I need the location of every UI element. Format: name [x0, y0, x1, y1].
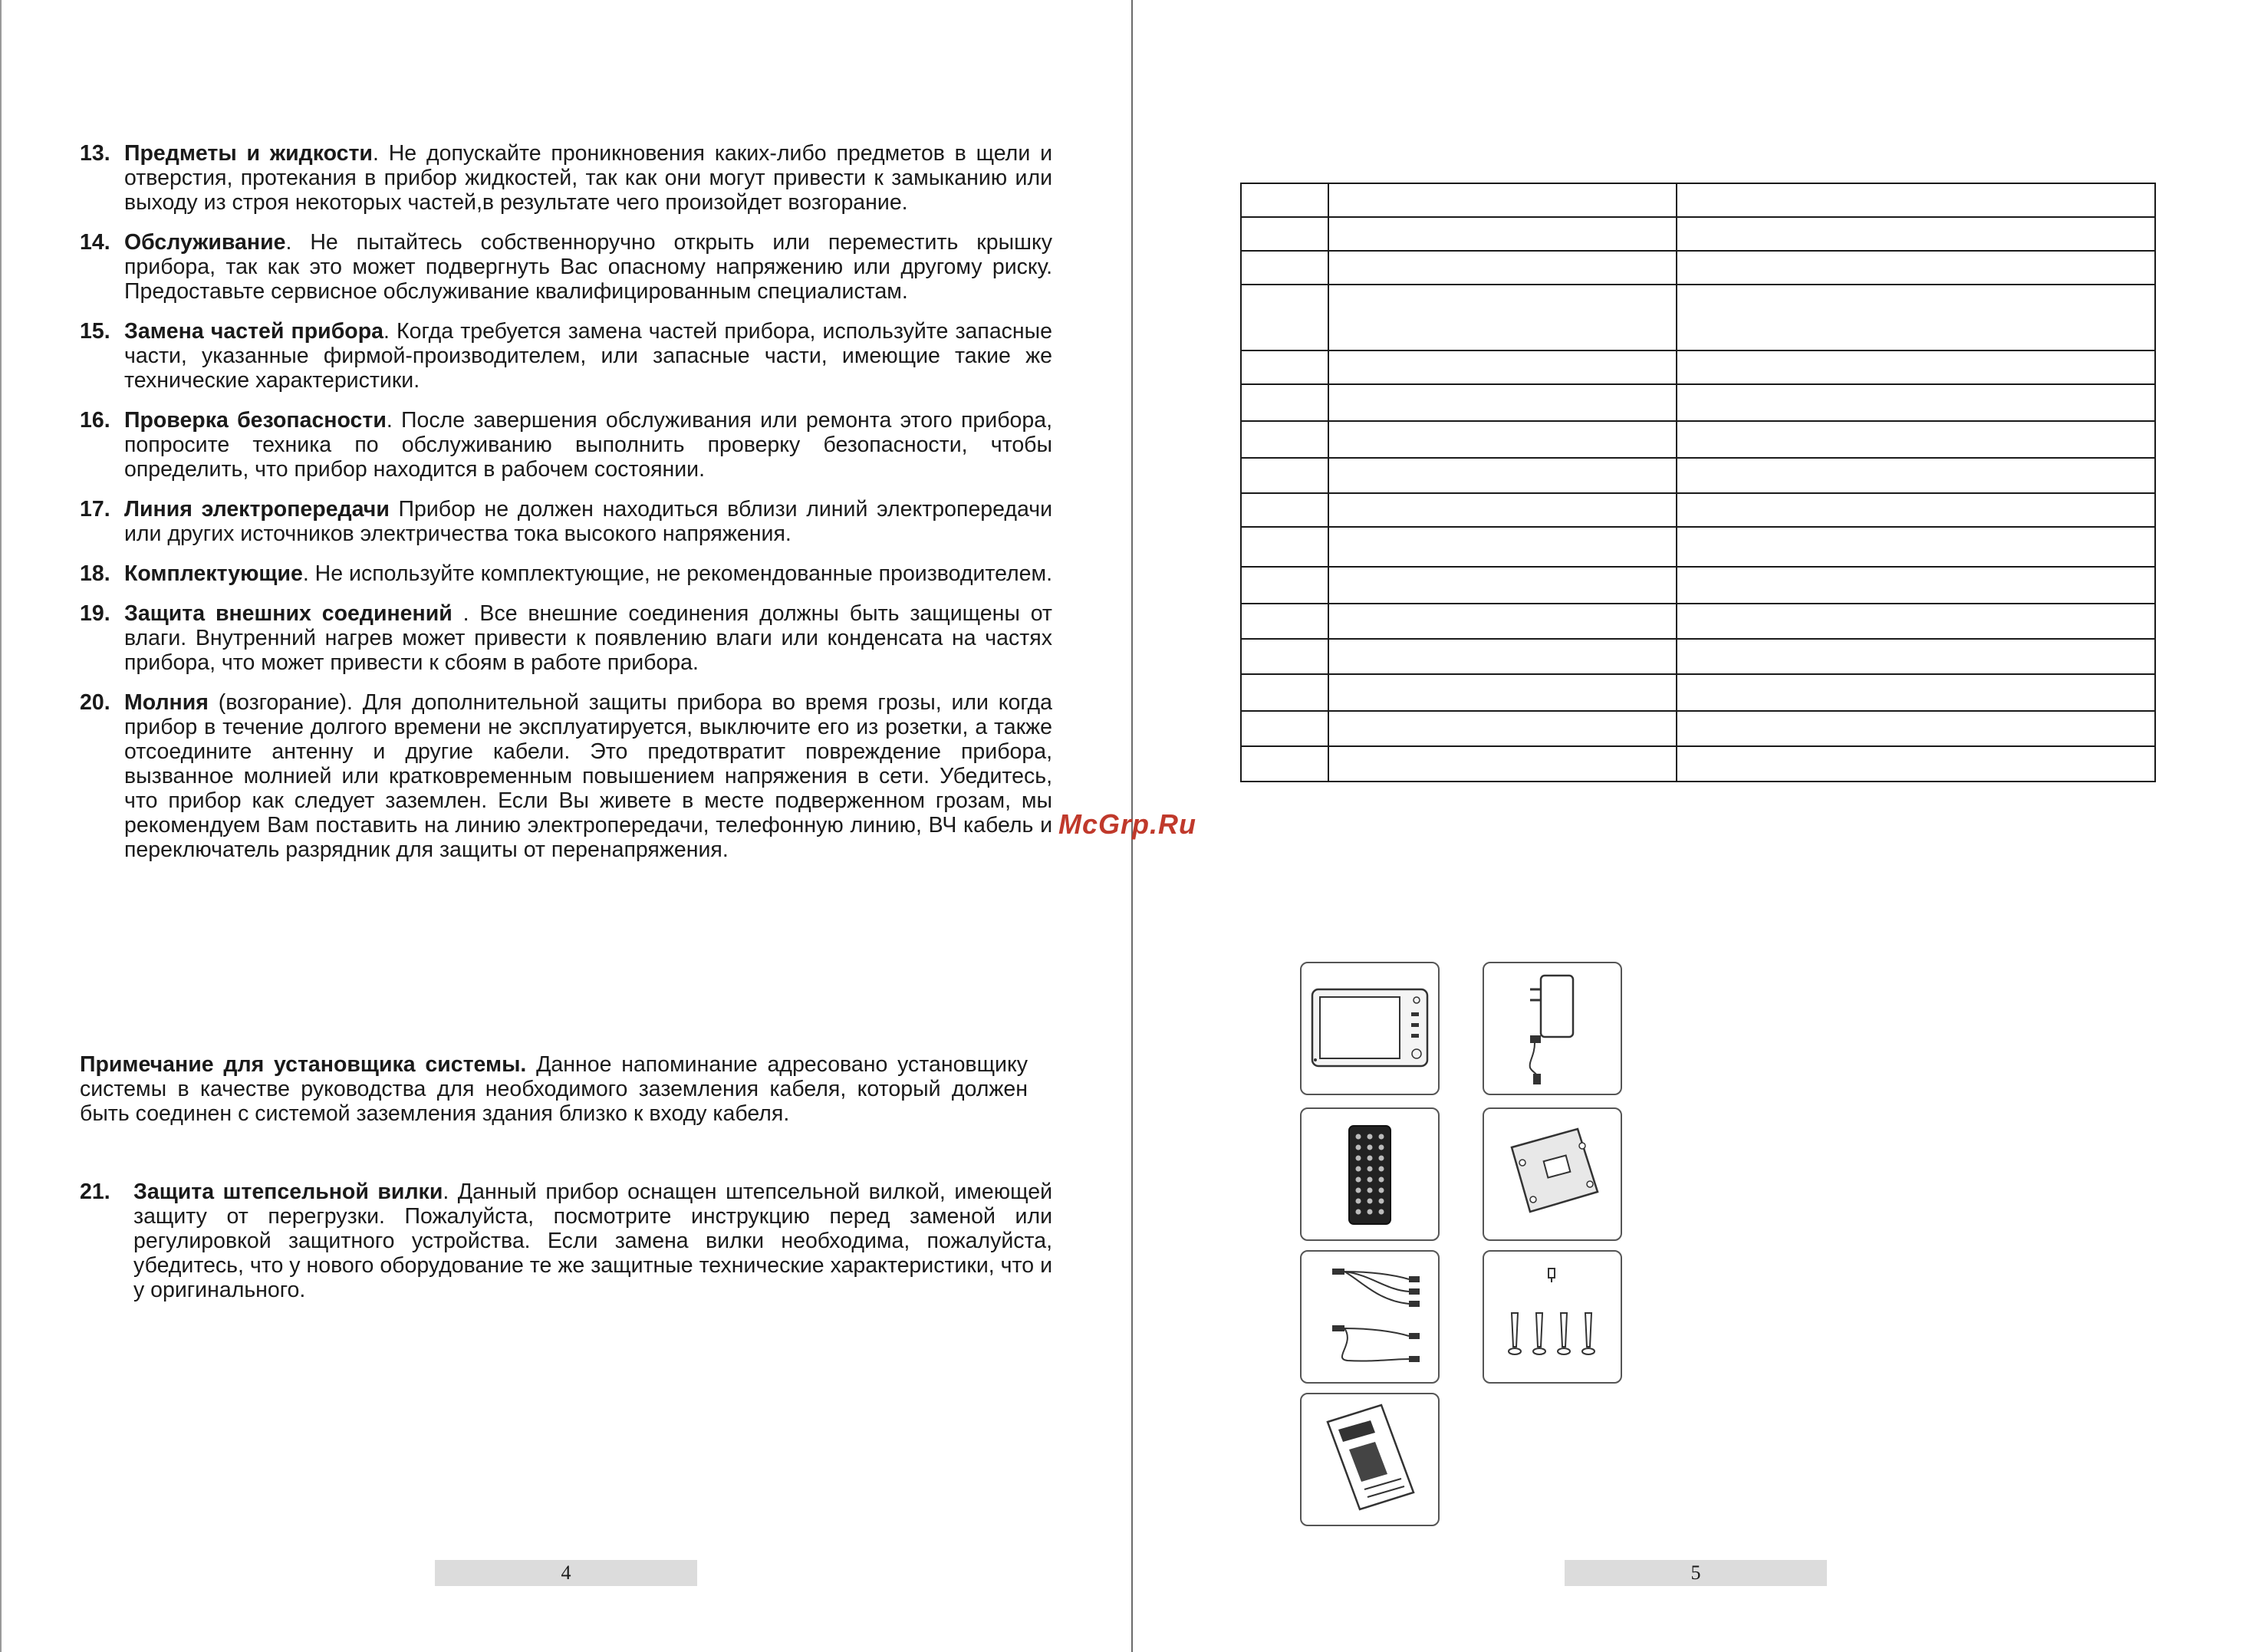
power-adapter-icon [1484, 963, 1621, 1094]
item-text [124, 408, 1052, 482]
safety-items-list [80, 141, 1052, 877]
spec-table [1240, 183, 2156, 782]
item-body: . Не пытайтесь собственноручно открыть или переместить крышку прибора, так как это может подвергнуть Вас опасному напряжению или другому риску. Предоставьте сервисное обслуживание квалифицированным специалистам. [124, 230, 1052, 304]
table-row [1241, 567, 2155, 604]
monitor-unit-icon [1302, 963, 1438, 1094]
safety-item-15 [80, 319, 1052, 393]
item-body: . Когда требуется замена частей прибора, используйте запасные части, указанные фирмой-производителем, или запасные части, имеющие такие же технические характеристики. [124, 319, 1052, 393]
safety-item-16 [80, 408, 1052, 482]
table-row [1241, 604, 2155, 639]
page-number-left: 4 [435, 1560, 697, 1586]
watermark: McGrp.Ru [1058, 808, 1197, 840]
item-number: 21. [80, 1180, 110, 1204]
item-body: . Все внешние соединения должны быть защищены от влаги. Внутренний нагрев может привести к появлению влаги или конденсата на частях прибора, что может привести к сбоям в работе прибора. [124, 601, 1052, 675]
item-number: 20. [80, 690, 110, 715]
item-title: Комплектующие [124, 561, 303, 586]
installer-note [80, 1052, 1028, 1126]
item-body: . После завершения обслуживания или ремонта этого прибора, попросите техника по обслуживанию выполнить проверку безопасности, чтобы определить, что прибор находится в рабочем состоянии. [124, 408, 1052, 482]
item-title: Предметы и жидкости [124, 141, 373, 166]
item-title: Защита внешних соединений [124, 601, 453, 626]
item-text [124, 690, 1052, 862]
accessory-tile-cables [1300, 1250, 1440, 1384]
mounting-bracket-icon [1484, 1109, 1621, 1239]
table-row [1241, 639, 2155, 674]
note-title: Примечание для установщика системы. [80, 1052, 527, 1077]
item-title: Молния [124, 690, 209, 715]
table-row [1241, 493, 2155, 527]
item-text [124, 319, 1052, 393]
safety-item-21 [80, 1180, 1052, 1302]
item-body: . Данный прибор оснащен штепсельной вилкой, имеющей защиту от перегрузки. Пожалуйста, посмотрите инструкцию перед заменой или регулировкой защитного устройства. Если замена вилки необходима, пожалуйста, убедитесь, что у нового оборудование те же защитные технические характеристики, что и у оригинального. [133, 1180, 1052, 1302]
table-row [1241, 711, 2155, 746]
item-text [124, 497, 1052, 546]
item-text [124, 601, 1052, 675]
item-body: (возгорание). Для дополнительной защиты прибора во время грозы, или когда прибор в течение долгого времени не эксплуатируется, выключите его из розетки, а также отсоедините антенну и другие кабели. Это предотвратит повреждение прибора, вызванное молнией или кратковременным повышением напряжения в сети. Убедитесь, что прибор как следует заземлен. Если Вы живете в месте подверженном грозам, мы рекомендуем Вам поставить на линию электропередачи, телефонную линию, ВЧ кабель и переключатель разрядник для защиты от перенапряжения. [124, 690, 1052, 862]
accessory-tile-manual [1300, 1393, 1440, 1526]
table-row [1241, 350, 2155, 384]
accessory-tile-screws [1483, 1250, 1622, 1384]
item-number: 18. [80, 561, 110, 586]
item-number: 15. [80, 319, 110, 344]
safety-item-19 [80, 601, 1052, 675]
table-row [1241, 251, 2155, 285]
user-manual-icon [1302, 1394, 1438, 1525]
table-row [1241, 217, 2155, 251]
table-row [1241, 527, 2155, 567]
item-body: . Не допускайте проникновения каких-либо предметов в щели и отверстия, протекания в прибор жидкостей, так как они могут привести к замыканию или выходу из строя некоторых частей,в результате чего произойдет возгорание. [124, 141, 1052, 215]
accessory-tile-monitor [1300, 962, 1440, 1095]
item-text [124, 561, 1052, 586]
table-row [1241, 285, 2155, 350]
page-number-right: 5 [1565, 1560, 1827, 1586]
safety-item-18 [80, 561, 1052, 586]
item-number: 17. [80, 497, 110, 522]
safety-item-17 [80, 497, 1052, 546]
remote-control-icon [1302, 1109, 1438, 1239]
safety-item-20 [80, 690, 1052, 862]
screws-icon [1484, 1252, 1621, 1382]
table-row [1241, 746, 2155, 782]
note-body: Данное напоминание адресовано установщику системы в качестве руководства для необходимого заземления кабеля, который должен быть соединен с системой заземления здания близко к входу кабеля. [80, 1052, 1028, 1126]
item-text [124, 230, 1052, 304]
item-number: 16. [80, 408, 110, 433]
accessory-tile-adapter [1483, 962, 1622, 1095]
accessory-tile-bracket [1483, 1107, 1622, 1241]
item-body: Прибор не должен находиться вблизи линий электропередачи или других источников электричества тока высокого напряжения. [124, 497, 1052, 546]
table-row [1241, 674, 2155, 711]
left-page-edge [0, 0, 2, 1652]
item-number: 19. [80, 601, 110, 626]
item-title: Проверка безопасности [124, 408, 387, 433]
table-row [1241, 421, 2155, 458]
item-number: 14. [80, 230, 110, 255]
safety-item-13 [80, 141, 1052, 215]
item-text [124, 141, 1052, 215]
connection-cables-icon [1302, 1252, 1438, 1382]
item-number: 13. [80, 141, 110, 166]
table-row [1241, 458, 2155, 493]
table-row [1241, 183, 2155, 217]
item-title: Защита штепсельной вилки [133, 1180, 443, 1204]
table-row [1241, 384, 2155, 421]
accessory-tile-remote [1300, 1107, 1440, 1241]
item-title: Замена частей прибора [124, 319, 383, 344]
item-title: Обслуживание [124, 230, 286, 255]
item-body: . Не используйте комплектующие, не рекомендованные производителем. [302, 561, 1052, 586]
item-text [133, 1180, 1052, 1302]
item-title: Линия электропередачи [124, 497, 390, 522]
safety-item-14 [80, 230, 1052, 304]
